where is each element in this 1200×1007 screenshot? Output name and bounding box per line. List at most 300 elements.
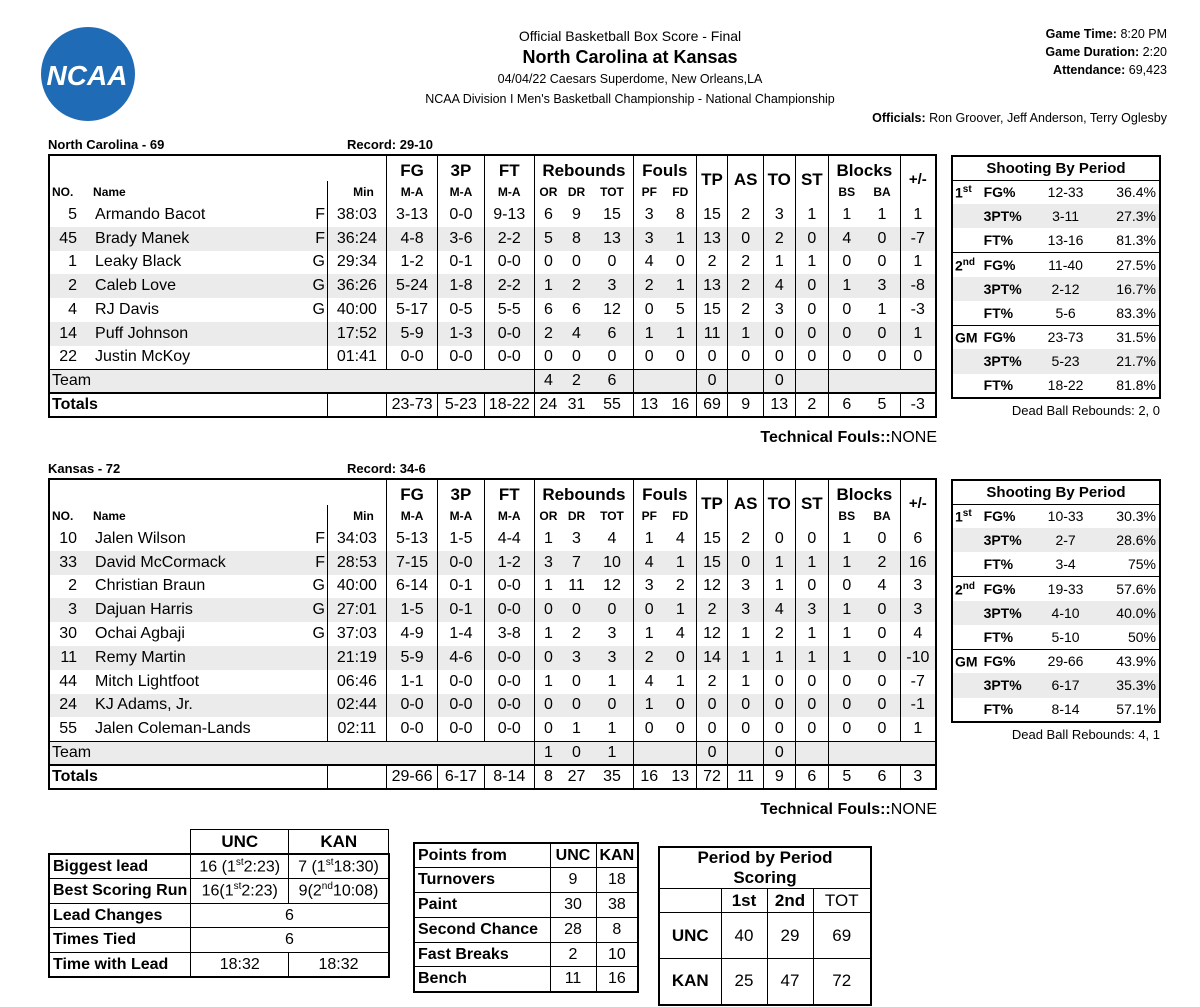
shooting-period: GM <box>952 325 981 349</box>
period-kan-2nd: 47 <box>767 959 813 1005</box>
shooting-period: 2nd <box>952 577 981 601</box>
totals-label: Totals <box>49 765 327 789</box>
player-fg: 1-1 <box>386 670 437 694</box>
player-ft: 2-2 <box>484 274 534 298</box>
player-fg: 7-15 <box>386 551 437 575</box>
totals-tp3: 5-23 <box>438 393 484 417</box>
shooting-category: FT% <box>983 628 1014 645</box>
col-min: Min <box>327 181 386 203</box>
player-st: 1 <box>795 646 829 670</box>
player-bs: 0 <box>829 694 865 718</box>
player-ft: 0-0 <box>484 575 534 599</box>
player-as: 0 <box>728 227 764 251</box>
player-to: 1 <box>764 646 796 670</box>
shooting-made-attempted: 18-22 <box>1047 377 1084 394</box>
player-st: 0 <box>795 274 829 298</box>
player-or: 1 <box>534 527 561 551</box>
player-dr: 9 <box>572 205 581 223</box>
lead-changes-value: 6 <box>191 903 389 928</box>
player-as: 0 <box>728 717 764 741</box>
player-row <box>49 551 936 575</box>
player-no: 5 <box>68 205 78 223</box>
times-tied-value: 6 <box>191 928 389 953</box>
header-center <box>330 27 930 109</box>
player-pf: 3 <box>633 203 665 227</box>
totals-st: 6 <box>795 765 829 789</box>
player-as: 2 <box>728 527 764 551</box>
player-or: 6 <box>534 203 561 227</box>
shooting-row <box>952 528 1160 552</box>
player-or: 0 <box>534 694 561 718</box>
shooting-row <box>952 504 1160 528</box>
shooting-category: FT% <box>983 377 1014 394</box>
totals-fg: 23-73 <box>386 393 437 417</box>
player-to: 1 <box>764 551 796 575</box>
col-to: TO <box>764 479 796 527</box>
player-bs: 0 <box>829 251 865 275</box>
player-tp: 2 <box>696 598 728 622</box>
player-ba: 0 <box>864 322 900 346</box>
player-min: 28:53 <box>327 551 386 575</box>
player-tp3: 3-6 <box>438 227 484 251</box>
col-fd: FD <box>672 185 689 199</box>
player-pf: 4 <box>633 551 665 575</box>
shooting-category: FT% <box>983 232 1014 249</box>
attendance-label: Attendance: <box>1053 63 1126 77</box>
col-plus-minus: +/- <box>900 155 936 203</box>
player-fg: 5-9 <box>386 646 437 670</box>
shooting-percent: 16.7% <box>1095 277 1160 301</box>
player-min: 34:03 <box>327 527 386 551</box>
player-fg: 5-24 <box>386 274 437 298</box>
shooting-row <box>952 301 1160 325</box>
player-fd: 0 <box>675 253 685 271</box>
player-ft: 0-0 <box>484 346 534 370</box>
col-dr: DR <box>567 185 586 199</box>
player-pm: -8 <box>900 274 936 298</box>
shooting-percent: 75% <box>1127 556 1156 573</box>
player-row <box>49 717 936 741</box>
player-ft: 5-5 <box>484 298 534 322</box>
best-run-unc: 16(1st2:23) <box>191 879 289 904</box>
player-tp: 14 <box>696 646 728 670</box>
points-from-kan: 38 <box>596 893 638 918</box>
period-scoring-table <box>658 846 872 1006</box>
points-from-table <box>413 842 639 993</box>
shooting-category: 3PT% <box>981 204 1037 228</box>
player-as: 1 <box>728 622 764 646</box>
officials <box>872 111 1167 125</box>
player-pf: 0 <box>633 346 665 370</box>
points-from-title: Points from <box>414 843 550 868</box>
player-position: G <box>312 253 325 271</box>
player-name: Justin McKoy <box>95 348 191 366</box>
totals-row <box>49 393 936 417</box>
player-position: F <box>315 229 325 247</box>
shooting-made-attempted: 11-40 <box>1037 253 1095 277</box>
officials-label: Officials: <box>872 111 926 125</box>
player-fg: 1-5 <box>386 598 437 622</box>
totals-pf: 13 <box>633 393 665 417</box>
totals-bs: 5 <box>829 765 865 789</box>
col-ft-ma: M-A <box>484 181 534 203</box>
points-from-kan: 10 <box>596 942 638 967</box>
points-from-label: Paint <box>414 893 550 918</box>
player-fd: 4 <box>675 625 685 643</box>
times-tied-label: Times Tied <box>49 928 191 953</box>
event-line: NCAA Division I Men's Basketball Championship - National Championship <box>425 92 835 106</box>
player-fd: 5 <box>675 301 685 319</box>
player-or: 1 <box>534 575 561 599</box>
player-no: 33 <box>49 551 91 575</box>
points-col-kan: KAN <box>596 843 638 868</box>
player-pf: 4 <box>633 670 665 694</box>
player-tp3: 1-8 <box>438 274 484 298</box>
col-as: AS <box>728 479 764 527</box>
game-misc-table <box>48 829 390 978</box>
shooting-period: 1st <box>955 508 972 525</box>
totals-label: Totals <box>49 393 327 417</box>
player-position: G <box>312 277 325 295</box>
shooting-row <box>952 349 1160 373</box>
player-row <box>49 298 936 322</box>
totals-tp: 69 <box>696 393 728 417</box>
shooting-made-attempted: 2-7 <box>1037 528 1095 552</box>
player-ba: 0 <box>864 598 900 622</box>
shooting-made-attempted: 29-66 <box>1037 649 1095 673</box>
totals-pm: -3 <box>900 393 936 417</box>
player-no: 2 <box>68 577 78 595</box>
ncaa-logo <box>40 26 136 122</box>
player-pm: 0 <box>900 346 936 370</box>
player-fd: 0 <box>675 720 685 738</box>
player-name: Mitch Lightfoot <box>95 672 200 690</box>
player-to: 4 <box>764 274 796 298</box>
best-run-kan: 9(2nd10:08) <box>289 879 389 904</box>
col-pf: PF <box>633 181 665 203</box>
shooting-percent: 28.6% <box>1095 528 1160 552</box>
period-col-tot: TOT <box>813 889 871 913</box>
col-as: AS <box>728 155 764 203</box>
player-tp: 2 <box>696 251 728 275</box>
player-min: 29:34 <box>327 251 386 275</box>
player-ba: 0 <box>877 348 887 366</box>
player-fg: 5-17 <box>386 298 437 322</box>
player-row <box>49 227 936 251</box>
totals-fd: 13 <box>665 765 697 789</box>
player-st: 3 <box>795 598 829 622</box>
player-as: 3 <box>728 598 764 622</box>
player-or: 0 <box>534 598 561 622</box>
player-ft: 0-0 <box>484 646 534 670</box>
col-tot: TOT <box>600 185 624 199</box>
col-pf: PF <box>633 505 665 527</box>
player-row <box>49 670 936 694</box>
player-name: Leaky Black <box>95 253 182 271</box>
player-pm: -7 <box>900 670 936 694</box>
dead-ball-rebounds: Dead Ball Rebounds: 2, 0 <box>1011 403 1160 418</box>
player-ba: 0 <box>864 646 900 670</box>
player-as: 0 <box>728 694 764 718</box>
shooting-made-attempted: 4-10 <box>1037 601 1095 625</box>
player-st: 0 <box>795 346 829 370</box>
col-ft: FT <box>484 479 534 505</box>
player-fd: 1 <box>665 598 697 622</box>
team-label: Kansas - 72 <box>48 461 121 476</box>
col-st: ST <box>795 479 829 527</box>
player-tot: 15 <box>603 205 621 223</box>
shooting-row <box>952 277 1160 301</box>
player-pm: 1 <box>900 251 936 275</box>
totals-dr: 27 <box>562 765 591 789</box>
period-unc-1st: 40 <box>721 913 767 959</box>
col-no: NO. <box>52 185 74 199</box>
points-from-label: Bench <box>414 967 550 992</box>
player-to: 2 <box>764 622 796 646</box>
totals-to: 13 <box>764 393 796 417</box>
totals-fg: 29-66 <box>386 765 437 789</box>
shooting-row <box>952 552 1160 576</box>
technical-fouls <box>760 429 937 447</box>
team-row <box>49 370 936 394</box>
player-tp3: 1-5 <box>438 527 484 551</box>
player-bs: 0 <box>829 670 865 694</box>
player-to: 3 <box>764 203 796 227</box>
player-pf: 3 <box>633 575 665 599</box>
col-no: NO. <box>52 509 74 523</box>
player-fd: 1 <box>665 551 697 575</box>
player-tp3: 0-0 <box>438 346 484 370</box>
shooting-row <box>952 625 1160 649</box>
player-row <box>49 622 936 646</box>
player-bs: 0 <box>829 346 865 370</box>
col-or: OR <box>534 505 561 527</box>
col-fg: FG <box>386 479 437 505</box>
tech-label: Technical Fouls:: <box>760 801 891 818</box>
shooting-row <box>952 374 1160 398</box>
player-tot: 3 <box>607 625 617 643</box>
player-fg: 0-0 <box>386 346 437 370</box>
misc-col-kan: KAN <box>289 830 389 855</box>
col-3p: 3P <box>438 479 484 505</box>
player-dr: 0 <box>562 598 591 622</box>
player-dr: 3 <box>562 646 591 670</box>
player-fd: 1 <box>665 274 697 298</box>
shooting-row <box>952 204 1160 228</box>
player-st: 1 <box>795 551 829 575</box>
player-bs: 0 <box>829 322 865 346</box>
player-position: F <box>315 553 325 571</box>
shooting-title: Shooting By Period <box>952 156 1160 180</box>
box-score-table <box>48 478 937 790</box>
player-pm: 4 <box>900 622 936 646</box>
tech-value: NONE <box>890 801 937 818</box>
player-row <box>49 575 936 599</box>
player-tot: 4 <box>607 529 617 547</box>
player-st: 1 <box>795 622 829 646</box>
player-as: 2 <box>728 251 764 275</box>
player-bs: 0 <box>829 298 865 322</box>
player-ba: 0 <box>877 672 887 690</box>
player-bs: 0 <box>829 575 865 599</box>
period-col-2nd: 2nd <box>767 889 813 913</box>
player-dr: 3 <box>572 529 581 547</box>
player-ba: 0 <box>864 227 900 251</box>
game-time: 8:20 PM <box>1120 27 1167 41</box>
period-col-1st: 1st <box>721 889 767 913</box>
player-tot: 0 <box>591 598 633 622</box>
totals-ft: 18-22 <box>484 393 534 417</box>
team-to: 0 <box>764 741 796 765</box>
player-to: 0 <box>764 346 796 370</box>
shooting-percent: 30.3% <box>1116 508 1156 525</box>
player-dr: 4 <box>562 322 591 346</box>
shooting-category: FG% <box>981 253 1037 277</box>
shooting-category: 3PT% <box>981 673 1037 697</box>
shooting-row <box>952 253 1160 277</box>
player-name: Ochai Agbaji <box>95 625 185 643</box>
player-st: 0 <box>795 227 829 251</box>
player-or: 1 <box>534 274 561 298</box>
player-st: 1 <box>795 203 829 227</box>
player-pm: 1 <box>900 322 936 346</box>
player-fg: 6-14 <box>386 575 437 599</box>
player-to: 3 <box>764 298 796 322</box>
totals-tp3: 6-17 <box>438 765 484 789</box>
duration-label: Game Duration: <box>1045 45 1140 59</box>
player-st: 0 <box>795 670 829 694</box>
shooting-category: FG% <box>981 325 1037 349</box>
period-kan-tot: 72 <box>813 959 871 1005</box>
player-st: 1 <box>795 251 829 275</box>
player-or: 0 <box>534 346 561 370</box>
player-ba: 0 <box>877 529 887 547</box>
shooting-percent: 31.5% <box>1095 325 1160 349</box>
points-from-label: Turnovers <box>414 868 550 893</box>
player-min: 01:41 <box>327 346 386 370</box>
player-tp: 15 <box>696 551 728 575</box>
player-name: Jalen Coleman-Lands <box>95 720 251 738</box>
player-tp: 15 <box>696 298 728 322</box>
player-bs: 1 <box>829 527 865 551</box>
player-as: 2 <box>728 203 764 227</box>
player-to: 0 <box>764 694 796 718</box>
player-pm: 3 <box>900 598 936 622</box>
totals-tot: 55 <box>591 393 633 417</box>
period-team-kan: KAN <box>659 959 721 1005</box>
player-tot: 12 <box>603 301 621 319</box>
player-tp: 0 <box>696 346 728 370</box>
totals-tp: 72 <box>696 765 728 789</box>
player-tp3: 0-1 <box>438 575 484 599</box>
player-no: 4 <box>68 301 78 319</box>
shooting-made-attempted: 23-73 <box>1037 325 1095 349</box>
totals-as: 9 <box>728 393 764 417</box>
player-min: 40:00 <box>327 298 386 322</box>
player-dr: 2 <box>562 274 591 298</box>
player-no: 45 <box>49 227 91 251</box>
player-tp3: 0-0 <box>438 551 484 575</box>
player-dr: 0 <box>562 694 591 718</box>
col-tot: TOT <box>600 509 624 523</box>
player-as: 0 <box>728 551 764 575</box>
col-fg: FG <box>386 155 437 181</box>
player-name: Christian Braun <box>95 577 206 595</box>
player-position: F <box>315 205 325 223</box>
player-fd: 8 <box>675 205 685 223</box>
shooting-period: GM <box>952 649 981 673</box>
team-or: 4 <box>534 370 561 394</box>
shooting-row <box>952 649 1160 673</box>
player-ft: 0-0 <box>484 694 534 718</box>
shooting-row <box>952 325 1160 349</box>
team-row-label: Team <box>49 741 386 765</box>
duration: 2:20 <box>1142 45 1167 59</box>
col-min: Min <box>327 505 386 527</box>
player-tp: 15 <box>696 527 728 551</box>
totals-st: 2 <box>795 393 829 417</box>
player-dr: 0 <box>572 253 581 271</box>
shooting-made-attempted: 3-4 <box>1055 556 1076 573</box>
col-ft-ma: M-A <box>484 505 534 527</box>
player-fd: 1 <box>665 227 697 251</box>
col-fd: FD <box>672 509 689 523</box>
player-pf: 1 <box>633 622 665 646</box>
points-from-unc: 11 <box>550 967 596 992</box>
player-or: 5 <box>534 227 561 251</box>
col-blocks: Blocks <box>829 479 900 505</box>
player-or: 6 <box>534 298 561 322</box>
totals-dr: 31 <box>562 393 591 417</box>
player-fg: 4-8 <box>386 227 437 251</box>
player-fg: 4-9 <box>386 622 437 646</box>
player-fg: 1-2 <box>386 251 437 275</box>
shooting-percent: 43.9% <box>1095 649 1160 673</box>
shooting-made-attempted: 5-10 <box>1051 628 1080 645</box>
player-to: 2 <box>764 227 796 251</box>
shooting-percent: 27.3% <box>1095 204 1160 228</box>
player-dr: 1 <box>572 720 581 738</box>
player-position: G <box>312 601 325 619</box>
player-position: G <box>312 577 325 595</box>
time-with-lead-label: Time with Lead <box>49 952 191 977</box>
player-tot: 1 <box>607 672 617 690</box>
player-min: 02:11 <box>327 717 386 741</box>
team-or: 1 <box>534 741 561 765</box>
player-no: 44 <box>59 672 78 690</box>
player-min: 17:52 <box>327 322 386 346</box>
team-label: North Carolina - 69 <box>48 137 165 152</box>
player-to: 0 <box>764 527 796 551</box>
totals-row <box>49 765 936 789</box>
period-team-unc: UNC <box>659 913 721 959</box>
best-run-label: Best Scoring Run <box>49 879 191 904</box>
player-pm: -10 <box>900 646 936 670</box>
shooting-by-period <box>951 155 1161 399</box>
player-st: 0 <box>795 717 829 741</box>
shooting-made-attempted: 13-16 <box>1047 232 1084 249</box>
shooting-period: 2nd <box>952 253 981 277</box>
player-pm: -7 <box>900 227 936 251</box>
points-from-unc: 2 <box>550 942 596 967</box>
player-pf: 1 <box>633 694 665 718</box>
team-row-label: Team <box>49 370 386 394</box>
player-or: 1 <box>534 622 561 646</box>
points-from-label: Fast Breaks <box>414 942 550 967</box>
player-no: 1 <box>68 253 78 271</box>
player-ba: 1 <box>877 205 887 223</box>
player-dr: 0 <box>572 348 581 366</box>
